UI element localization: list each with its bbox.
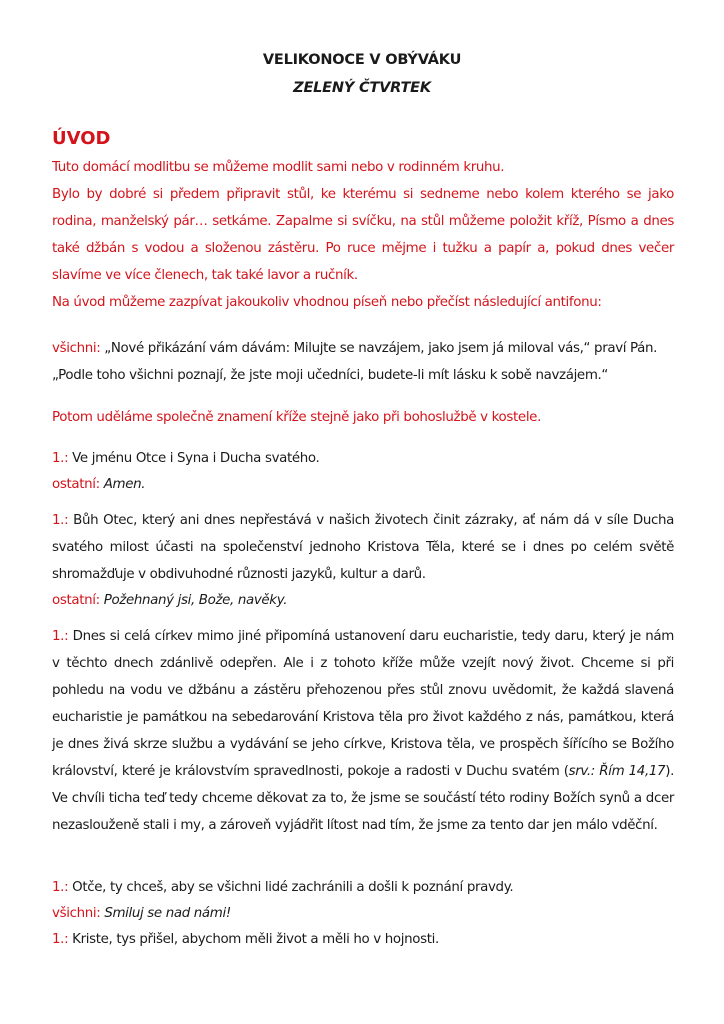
speaker-label: 1.: (52, 629, 69, 644)
speaker-label: 1.: (52, 513, 69, 528)
antiphon-block (52, 335, 674, 389)
dialogue-text: Dnes si celá církev mimo jiné připomíná ustanovení daru eucharistie, tedy daru, který je nám v těchto dnech zdánlivě odepřen. Ale i z tohoto kříže může vzejít nový život. Chceme si při pohledu na vodu ve džbánu a zástěru přehozenou přes stůl znovu uvědomit, že každá slavená eucharistie je památkou na sebedarování Kristova těla pro život každého z nás, památkou, která je dnes živá skrze službu a vydávání se jeho církve, Kristova těla, ve prospěch šířícího se Božího království, které je královstvím spravedlnosti, pokoje a radosti v Duchu svatém ( (52, 629, 674, 779)
speaker-label: 1.: (52, 932, 69, 947)
antiphon-line-2: „Podle toho všichni poznají, že jste moji učedníci, budete-li mít lásku k sobě navzájem.“ (52, 368, 609, 383)
dialogue-group-4 (52, 874, 674, 953)
intro-paragraph-3: Na úvod můžeme zazpívat jakoukoliv vhodnou píseň nebo přečíst následující antifonu: (52, 295, 602, 310)
scripture-reference: srv.: Řím 14,17 (568, 764, 666, 779)
speaker-label: všichni: (52, 906, 101, 921)
antiphon-line-1: „Nové přikázání vám dávám: Milujte se navzájem, jako jsem já miloval vás,“ praví Pán. (100, 341, 658, 356)
dialogue-text: Kriste, tys přišel, abychom měli život a měli ho v hojnosti. (68, 932, 439, 947)
dialogue-text: Bůh Otec, který ani dnes nepřestává v našich životech činit zázraky, ať nám dá v síle Ducha svatého milost účasti na společenství jednoho Kristova Těla, které se i dnes po celém světě shromažďuje v obdivuhodné různosti jazyků, kultur a darů. (52, 513, 674, 582)
dialogue-group-1 (52, 445, 674, 498)
intro-block (52, 154, 674, 316)
speaker-label: 1.: (52, 880, 69, 895)
dialogue-group-3 (52, 623, 674, 839)
document-title: VELIKONOCE V OBÝVÁKU (262, 52, 462, 68)
dialogue-text: Otče, ty chceš, aby se všichni lidé zachránili a došli k poznání pravdy. (68, 880, 514, 895)
dialogue-text-end: ). Ve chvíli ticha teď tedy chceme děkovat za to, že jsme se součástí této rodiny Božích synů a dcer nezaslouženě stali i my, a zároveň vyjádřit lítost nad tím, že jsme za tento dar jen málo vděční. (52, 764, 675, 833)
speaker-label: ostatní: (52, 593, 100, 608)
intro-paragraph-1: Tuto domácí modlitbu se můžeme modlit sami nebo v rodinném kruhu. (52, 160, 505, 175)
instruction-text: Potom uděláme společně znamení kříže stejně jako při bohoslužbě v kostele. (52, 410, 541, 425)
intro-paragraph-2: Bylo by dobré si předem připravit stůl, ke kterému si sedneme nebo kolem kterého se jako rodina, manželský pár… setkáme. Zapalme si svíčku, na stůl můžeme položit kříž, Písmo a dnes také džbán s vodou a složenou zástěru. Po ruce mějme i tužku a papír a, pokud dnes večer slavíme ve více členech, tak také lavor a ručník. (52, 187, 674, 283)
response-text: Požehnaný jsi, Bože, navěky. (103, 593, 288, 608)
response-text: Amen. (103, 477, 146, 492)
document-subtitle: ZELENÝ ČTVRTEK (293, 80, 431, 96)
response-text: Smiluj se nad námi! (104, 906, 231, 921)
section-heading-intro: ÚVOD (52, 128, 111, 149)
dialogue-group-2 (52, 507, 674, 614)
speaker-label: ostatní: (52, 477, 100, 492)
dialogue-text: Ve jménu Otce i Syna i Ducha svatého. (68, 451, 320, 466)
speaker-label: všichni: (52, 341, 101, 356)
speaker-label: 1.: (52, 451, 69, 466)
